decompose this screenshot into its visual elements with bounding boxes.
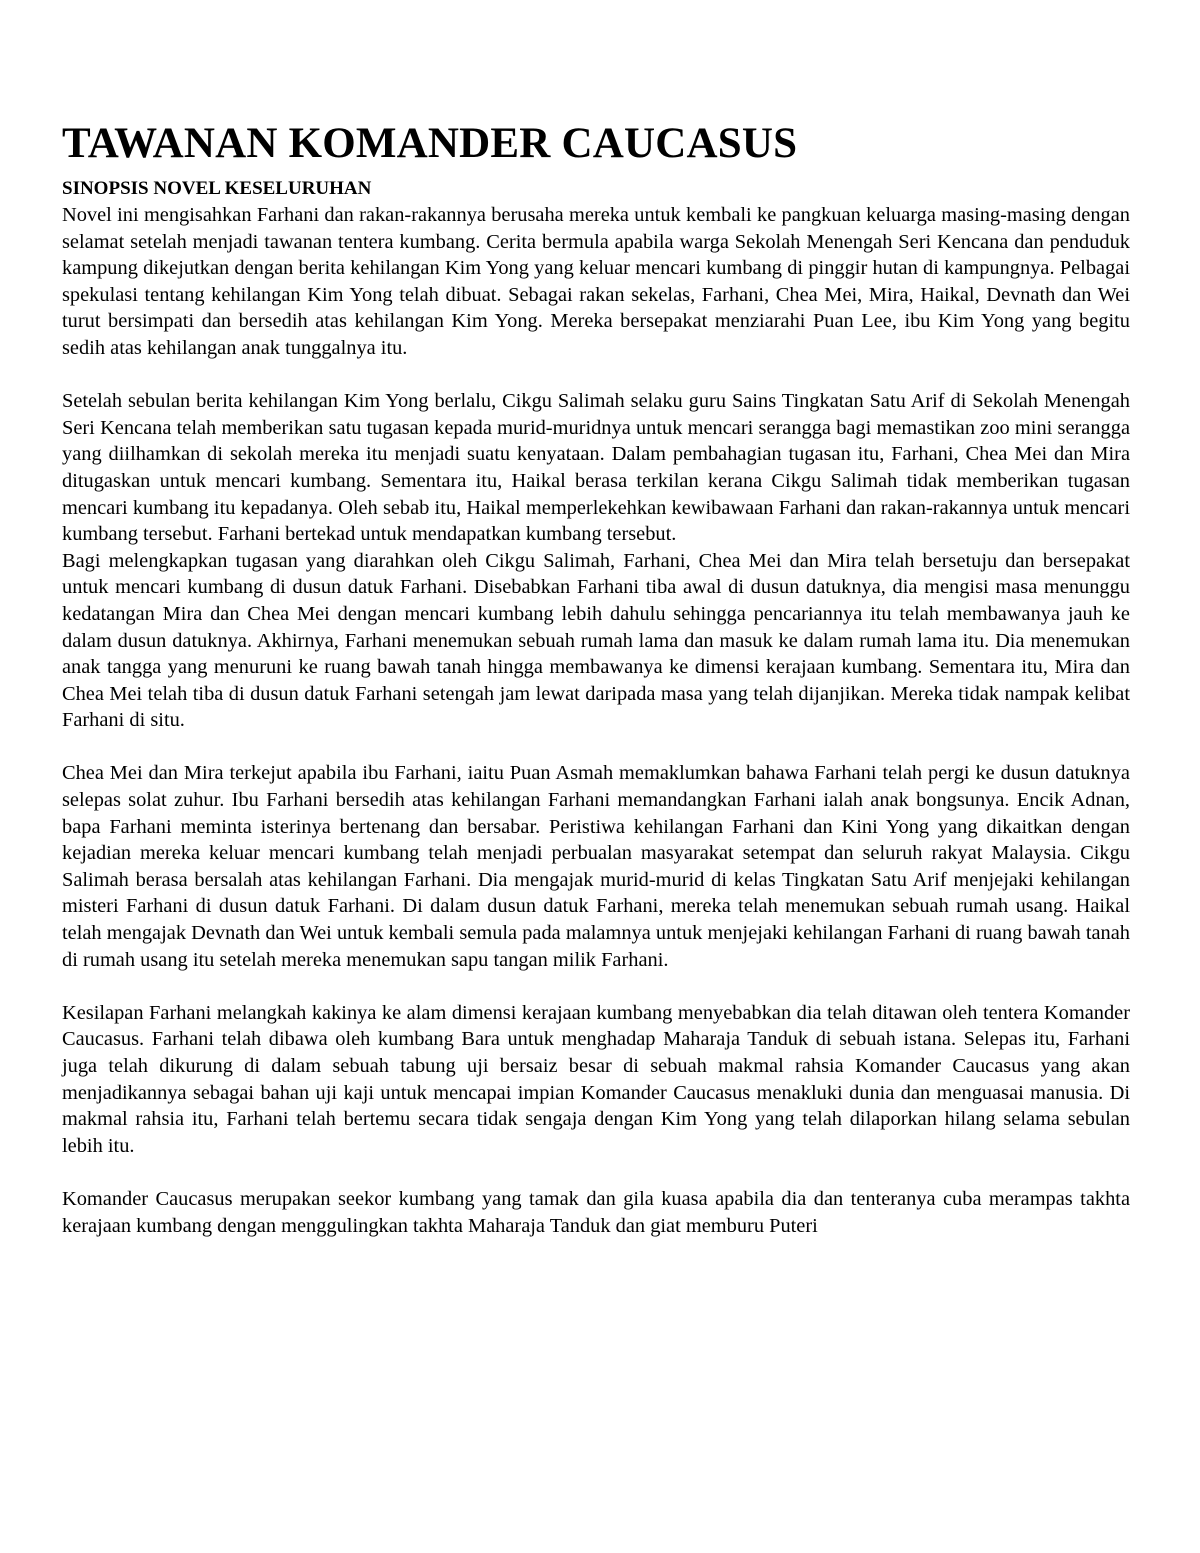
paragraph-6: Komander Caucasus merupakan seekor kumbang yang tamak dan gila kuasa apabila dia dan tenteranya cuba merampas takhta kerajaan kumbang dengan menggulingkan takhta Maharaja Tanduk dan giat memburu Puteri	[62, 1187, 1130, 1237]
paragraph-gap	[62, 973, 1130, 1000]
paragraph-1: Novel ini mengisahkan Farhani dan rakan-rakannya berusaha mereka untuk kembali ke pangkuan keluarga masing-masing dengan selamat setelah menjadi tawanan tentera kumbang. Cerita bermula apabila warga Sekolah Menengah Seri Kencana dan penduduk kampung dikejutkan dengan berita kehilangan Kim Yong yang keluar mencari kumbang di pinggir hutan di kampungnya. Pelbagai spekulasi tentang kehilangan Kim Yong telah dibuat. Sebagai rakan sekelas, Farhani, Chea Mei, Mira, Haikal, Devnath dan Wei turut bersimpati dan bersedih atas kehilangan Kim Yong. Mereka bersepakat menziarahi Puan Lee, ibu Kim Yong yang begitu sedih atas kehilangan anak tunggalnya itu.	[62, 204, 1130, 359]
paragraph-gap	[62, 362, 1130, 389]
paragraph-2: Setelah sebulan berita kehilangan Kim Yong berlalu, Cikgu Salimah selaku guru Sains Tingkatan Satu Arif di Sekolah Menengah Seri Kencana telah memberikan satu tugasan kepada murid-muridnya untuk mencari serangga bagi memastikan zoo mini serangga yang diilhamkan di sekolah mereka itu menjadi suatu kenyataan. Dalam pembahagian tugasan itu, Farhani, Chea Mei dan Mira ditugaskan untuk mencari kumbang. Sementara itu, Haikal berasa terkilan kerana Cikgu Salimah tidak memberikan tugasan mencari kumbang itu kepadanya. Oleh sebab itu, Haikal memperlekehkan kewibawaan Farhani dan rakan-rakannya untuk mencari kumbang tersebut. Farhani bertekad untuk mendapatkan kumbang tersebut.	[62, 390, 1130, 546]
document-title: TAWANAN KOMANDER CAUCASUS	[62, 120, 798, 167]
paragraph-5: Kesilapan Farhani melangkah kakinya ke alam dimensi kerajaan kumbang menyebabkan dia telah ditawan oleh tentera Komander Caucasus. Farhani telah dibawa oleh kumbang Bara untuk menghadap Maharaja Tanduk di sebuah istana. Selepas itu, Farhani juga telah dikurung di dalam sebuah tabung uji bersaiz besar di sebuah makmal rahsia Komander Caucasus yang akan menjadikannya sebagai bahan uji kaji untuk mencapai impian Komander Caucasus menakluki dunia dan menguasai manusia. Di makmal rahsia itu, Farhani telah bertemu secara tidak sengaja dengan Kim Yong yang telah dilaporkan hilang selama sebulan lebih itu.	[62, 1001, 1130, 1157]
paragraph-gap	[62, 734, 1130, 761]
paragraph-gap	[62, 1159, 1130, 1186]
paragraph-3: Bagi melengkapkan tugasan yang diarahkan oleh Cikgu Salimah, Farhani, Chea Mei dan Mira telah bersetuju dan bersepakat untuk mencari kumbang di dusun datuk Farhani. Disebabkan Farhani tiba awal di dusun datuknya, dia mengisi masa menunggu kedatangan Mira dan Chea Mei dengan mencari kumbang lebih dahulu sehingga pencariannya itu telah membawanya jauh ke dalam dusun datuknya. Akhirnya, Farhani menemukan sebuah rumah lama dan masuk ke dalam rumah lama itu. Dia menemukan anak tangga yang menuruni ke ruang bawah tanah hingga membawanya ke dimensi kerajaan kumbang. Sementara itu, Mira dan Chea Mei telah tiba di dusun datuk Farhani setengah jam lewat daripada masa yang telah dijanjikan. Mereka tidak nampak kelibat Farhani di situ.	[62, 549, 1130, 732]
document-page	[62, 118, 1130, 1239]
document-subtitle: SINOPSIS NOVEL KESELURUHAN	[62, 178, 372, 199]
paragraph-4: Chea Mei dan Mira terkejut apabila ibu Farhani, iaitu Puan Asmah memaklumkan bahawa Farhani telah pergi ke dusun datuknya selepas solat zuhur. Ibu Farhani bersedih atas kehilangan Farhani memandangkan Farhani ialah anak bongsunya. Encik Adnan, bapa Farhani meminta isterinya bertenang dan bersabar. Peristiwa kehilangan Farhani dan Kini Yong yang dikaitkan dengan kejadian mereka keluar mencari kumbang telah menjadi perbualan masyarakat setempat dan seluruh rakyat Malaysia. Cikgu Salimah berasa bersalah atas kehilangan Farhani. Dia mengajak murid-murid di kelas Tingkatan Satu Arif menjejaki kehilangan misteri Farhani di dusun datuk Farhani. Di dalam dusun datuk Farhani, mereka telah menemukan sebuah rumah usang. Haikal telah mengajak Devnath dan Wei untuk kembali semula pada malamnya untuk menjejaki kehilangan Farhani di ruang bawah tanah di rumah usang itu setelah mereka menemukan sapu tangan milik Farhani.	[62, 762, 1130, 971]
